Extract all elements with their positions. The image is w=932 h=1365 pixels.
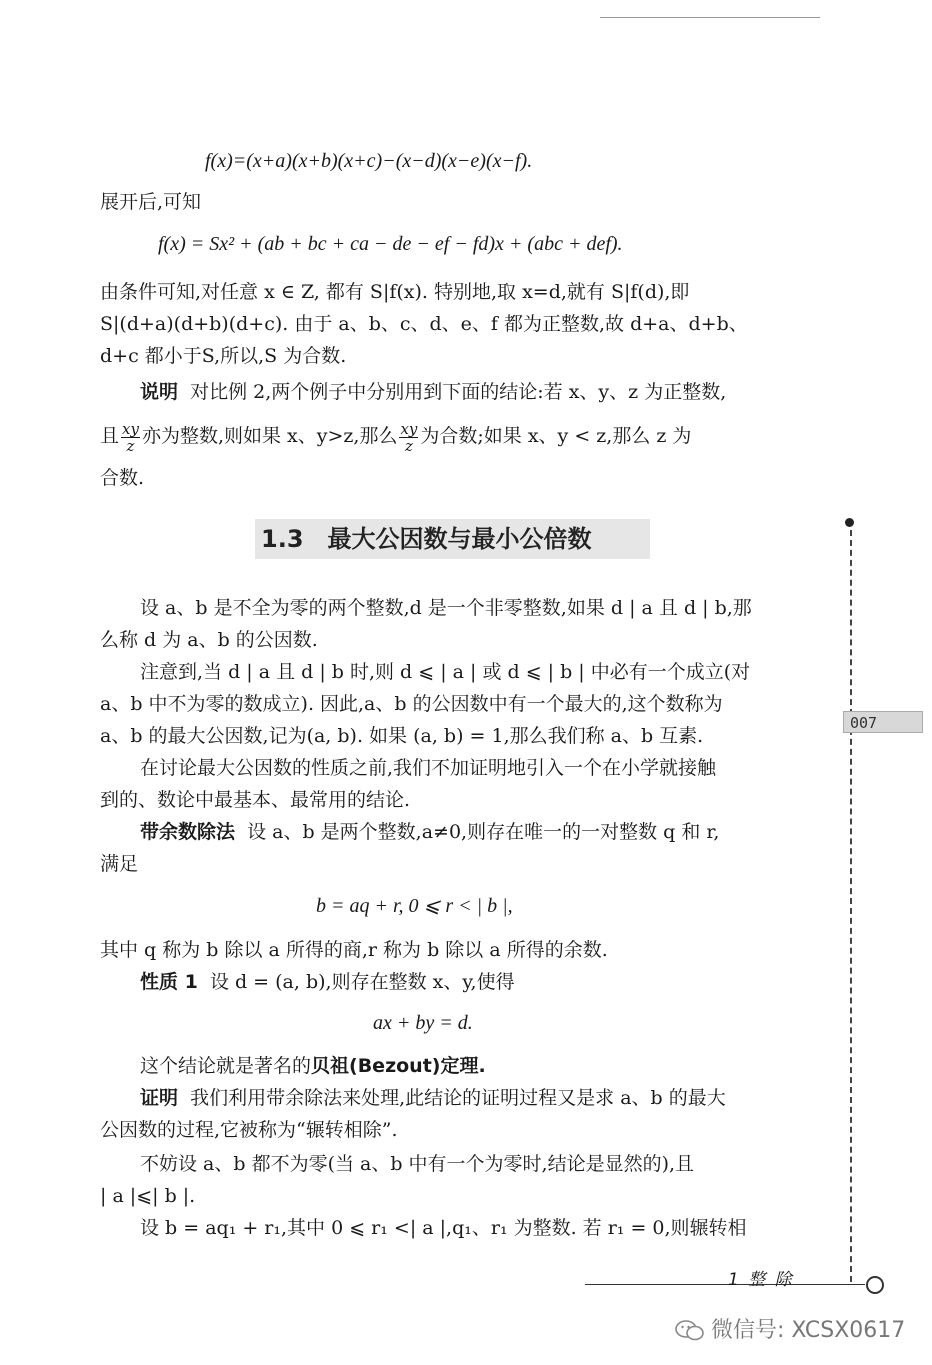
fraction-xy-over-z <box>399 421 418 454</box>
margin-dashed-line <box>850 530 852 1282</box>
text-segment: 亦为整数,则如果 x、y>z,那么 <box>141 425 398 447</box>
equation-division: b = aq + r, 0 ⩽ r < | b |, <box>316 895 513 917</box>
text-line: S|(d+a)(d+b)(d+c). 由于 a、b、c、d、e、f 都为正整数,故 d+a、d+b、 <box>100 313 748 335</box>
text-segment: 为合数;如果 x、y < z,那么 z 为 <box>420 425 692 447</box>
equation-bezout: ax + by = d. <box>373 1012 473 1034</box>
theorem-text: 设 a、b 是两个整数,a≠0,则存在唯一的一对整数 q 和 r, <box>247 821 720 843</box>
text-expand: 展开后,可知 <box>100 191 202 213</box>
fraction-xy-over-z <box>121 421 140 454</box>
proof-text: 我们利用带余除法来处理,此结论的证明过程又是求 a、b 的最大 <box>190 1087 726 1109</box>
equation-fx-product: f(x)=(x+a)(x+b)(x+c)−(x−d)(x−e)(x−f). <box>205 150 533 172</box>
text-line: a、b 中不为零的数成立). 因此,a、b 的公因数中有一个最大的,这个数称为 <box>100 693 723 715</box>
section-number: 1.3 <box>261 525 304 553</box>
text-line: 公因数的过程,它被称为“辗转相除”. <box>100 1119 398 1141</box>
section-heading <box>255 519 650 559</box>
theorem-label: 带余数除法 <box>140 821 236 843</box>
bezout-theorem-name: 贝祖(Bezout)定理. <box>311 1055 486 1077</box>
text-line: 注意到,当 d | a 且 d | b 时,则 d ⩽ | a | 或 d ⩽ | b | 中必有一个成立(对 <box>140 661 751 683</box>
text-line: 满足 <box>100 853 139 875</box>
property-text: 设 d = (a, b),则存在整数 x、y,使得 <box>209 971 515 993</box>
page-number: 007 <box>843 711 923 733</box>
margin-dot <box>845 518 854 527</box>
wechat-icon <box>675 1319 705 1343</box>
text-line: 不妨设 a、b 都不为零(当 a、b 中有一个为零时,结论是显然的),且 <box>140 1153 695 1175</box>
proof-line <box>140 1084 726 1112</box>
text-line: 设 a、b 是不全为零的两个整数,d 是一个非零整数,如果 d | a 且 d | b,那 <box>140 597 752 619</box>
text-line: 设 b = aq₁ + r₁,其中 0 ⩽ r₁ <| a |,q₁、r₁ 为整数. 若 r₁ = 0,则辗转相 <box>140 1217 747 1239</box>
fraction-numerator: xy <box>122 419 139 438</box>
property-label: 性质 1 <box>140 971 198 993</box>
section-title: 最大公因数与最小公倍数 <box>327 525 592 553</box>
text-line: 到的、数论中最基本、最常用的结论. <box>100 789 411 811</box>
text-segment: 这个结论就是著名的 <box>140 1055 312 1077</box>
text-line: 么称 d 为 a、b 的公因数. <box>100 629 318 651</box>
theorem-line <box>140 818 719 846</box>
fraction-denominator: z <box>126 436 135 455</box>
property-line <box>140 968 515 996</box>
text-line: 合数. <box>100 467 145 489</box>
footer-rule <box>585 1284 865 1285</box>
footer-circle-icon <box>866 1276 884 1294</box>
text-segment: 且 <box>100 425 120 447</box>
text-line: a、b 的最大公因数,记为(a, b). 如果 (a, b) = 1,那么我们称 a、b 互素. <box>100 725 704 747</box>
remark-line <box>140 378 726 406</box>
proof-label: 证明 <box>140 1087 179 1109</box>
bezout-line <box>140 1052 486 1080</box>
text-line: d+c 都小于S,所以,S 为合数. <box>100 345 347 367</box>
text-line: | a |⩽| b |. <box>100 1185 196 1207</box>
text-line: 由条件可知,对任意 x ∈ Z, 都有 S|f(x). 特别地,取 x=d,就有 S|f(d),即 <box>100 281 690 303</box>
text-line: 其中 q 称为 b 除以 a 所得的商,r 称为 b 除以 a 所得的余数. <box>100 939 608 961</box>
top-rule <box>600 17 820 18</box>
footer-chapter: 1 整 除 <box>728 1270 794 1290</box>
remark-text: 对比例 2,两个例子中分别用到下面的结论:若 x、y、z 为正整数, <box>190 381 727 403</box>
remark-label: 说明 <box>140 381 179 403</box>
remark-fraction-line <box>100 418 691 454</box>
fraction-numerator: xy <box>400 419 418 438</box>
watermark <box>675 1313 905 1344</box>
fraction-denominator: z <box>404 436 413 455</box>
watermark-text: 微信号: XCSX0617 <box>711 1318 906 1343</box>
text-line: 在讨论最大公因数的性质之前,我们不加证明地引入一个在小学就接触 <box>140 757 717 779</box>
equation-fx-expanded: f(x) = Sx² + (ab + bc + ca − de − ef − fd)x + (abc + def). <box>158 233 623 255</box>
